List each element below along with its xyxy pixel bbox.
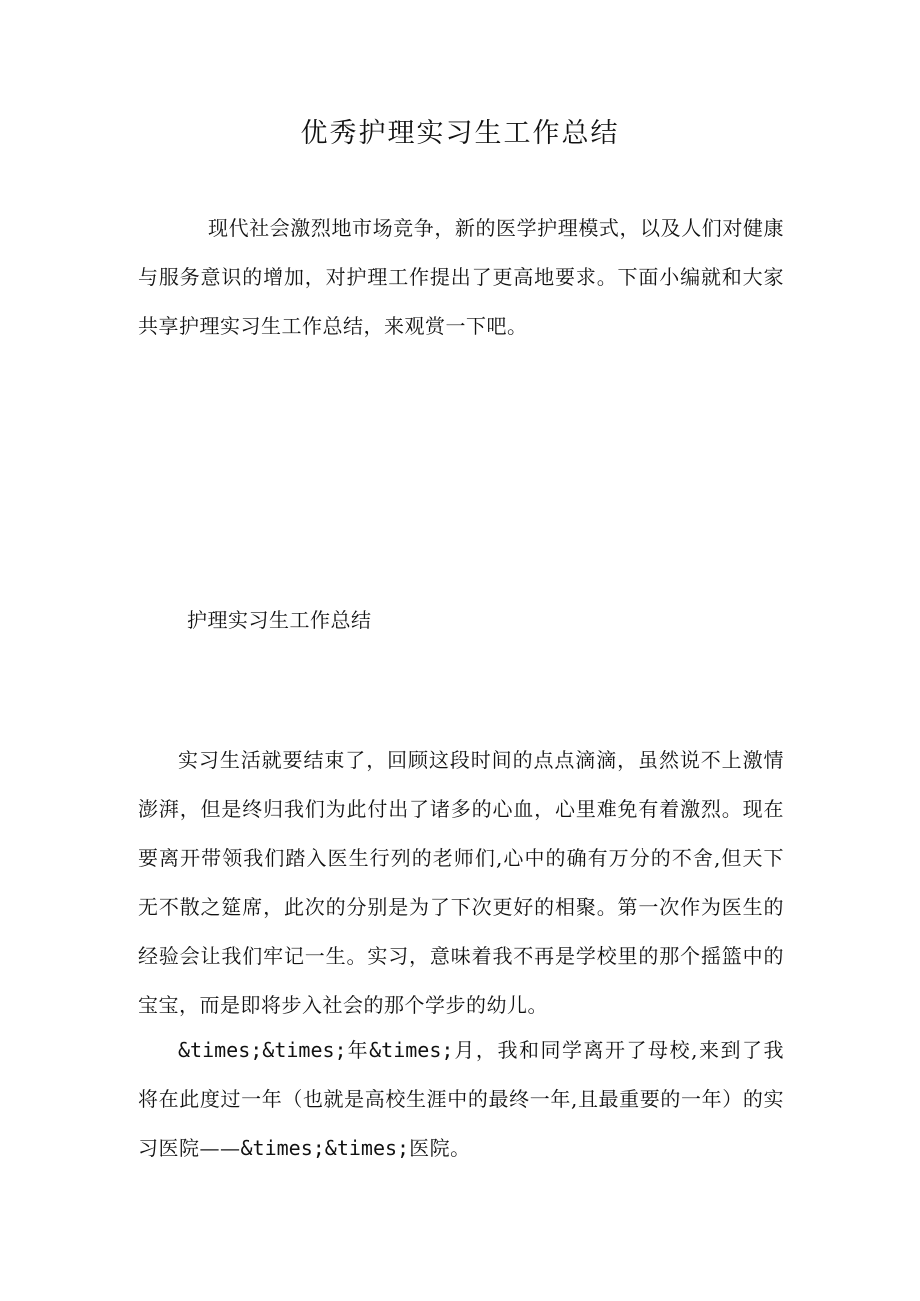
placeholder-code: &times;&times; — [178, 1038, 347, 1062]
intro-paragraph: 现代社会激烈地市场竞争，新的医学护理模式，以及人们对健康与服务意识的增加，对护理工作提出了更高地要求。下面小编就和大家共享护理实习生工作总结，来观赏一下吧。 — [138, 216, 784, 338]
document-title: 优秀护理实习生工作总结 — [300, 118, 620, 149]
body-paragraph-2 — [138, 1026, 784, 1173]
paragraph-text: 月，我和同学离开了母校,来到了我将在此度过一年（也就是高校生涯中的最终一年,且最重要的一年）的实习医院—— — [138, 1038, 784, 1160]
section-heading: 护理实习生工作总结 — [187, 608, 372, 632]
placeholder-code: &times;&times; — [240, 1136, 410, 1160]
paragraph-text: 医院。 — [409, 1136, 471, 1160]
placeholder-code: &times; — [369, 1038, 454, 1062]
body-paragraph-1: 实习生活就要结束了，回顾这段时间的点点滴滴，虽然说不上激情澎湃，但是终归我们为此付出了诸多的心血，心里难免有着激烈。现在要离开带领我们踏入医生行列的老师们,心中的确有万分的不舍,但天下无不散之筵席，此次的分别是为了下次更好的相聚。第一次作为医生的经验会让我们牢记一生。实习，意味着我不再是学校里的那个摇篮中的宝宝，而是即将步入社会的那个学步的幼儿。 — [138, 748, 784, 1017]
paragraph-text: 年 — [346, 1038, 370, 1062]
